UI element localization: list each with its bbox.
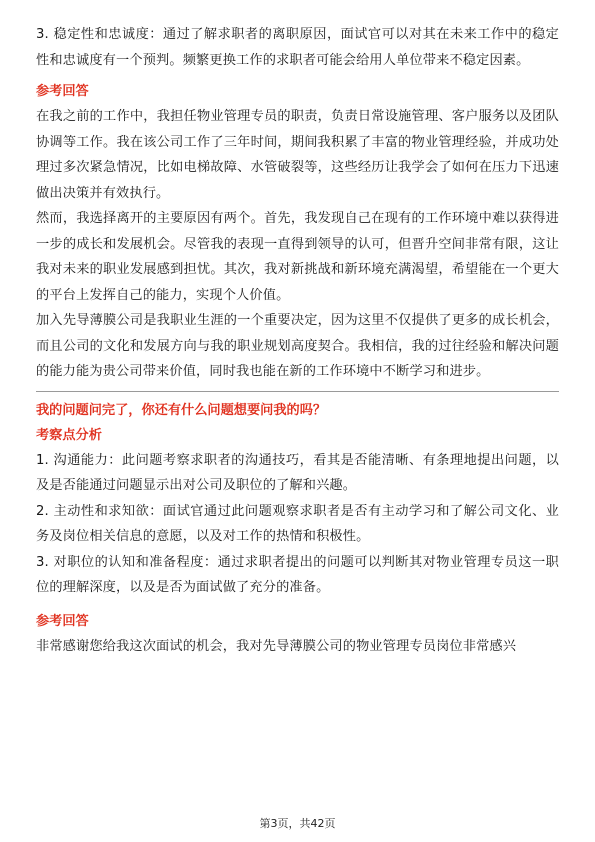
intro-paragraph: 3. 稳定性和忠诚度：通过了解求职者的离职原因，面试官可以对其在未来工作中的稳定性和忠诚度有一个预判。频繁更换工作的求职者可能会给用人单位带来不稳定因素。 xyxy=(36,27,559,68)
section-divider xyxy=(36,391,559,392)
analysis-item-1: 1. 沟通能力：此问题考察求职者的沟通技巧，看其是否能清晰、有条理地提出问题，以及是否能通过问题显示出对公司及职位的了解和兴趣。 xyxy=(36,452,559,493)
analysis-heading: 考察点分析 xyxy=(36,427,102,443)
reference-answer-heading-2: 参考回答 xyxy=(36,613,89,629)
page-number-footer: 第3页，共42页 xyxy=(259,817,336,830)
interview-question: 我的问题问完了，你还有什么问题想要问我的吗？ xyxy=(36,402,327,418)
answer-paragraph-1: 在我之前的工作中，我担任物业管理专员的职责，负责日常设施管理、客户服务以及团队协调等工作。我在该公司工作了三年时间，期间我积累了丰富的物业管理经验，并成功处理过多次紧急情况，比如电梯故障、水管破裂等，这些经历让我学会了如何在压力下迅速做出决策并有效执行。 xyxy=(36,109,559,201)
analysis-item-3: 3. 对职位的认知和准备程度：通过求职者提出的问题可以判断其对物业管理专员这一职位的理解深度，以及是否为面试做了充分的准备。 xyxy=(36,554,559,595)
page-content xyxy=(36,22,559,659)
analysis-item-2: 2. 主动性和求知欲：面试官通过此问题观察求职者是否有主动学习和了解公司文化、业务及岗位相关信息的意愿，以及对工作的热情和积极性。 xyxy=(36,503,559,544)
answer-paragraph-final: 非常感谢您给我这次面试的机会，我对先导薄膜公司的物业管理专员岗位非常感兴 xyxy=(36,638,517,654)
answer-paragraph-2: 然而，我选择离开的主要原因有两个。首先，我发现自己在现有的工作环境中难以获得进一步的成长和发展机会。尽管我的表现一直得到领导的认可，但晋升空间非常有限，这让我对未来的职业发展感到担忧。其次，我对新挑战和新环境充满渴望，希望能在一个更大的平台上发挥自己的能力，实现个人价值。 xyxy=(36,211,559,303)
reference-answer-heading: 参考回答 xyxy=(36,84,89,99)
answer-paragraph-3: 加入先导薄膜公司是我职业生涯的一个重要决定，因为这里不仅提供了更多的成长机会，而且公司的文化和发展方向与我的职业规划高度契合。我相信，我的过往经验和解决问题的能力能为贵公司带来价值，同时我也能在新的工作环境中不断学习和进步。 xyxy=(36,313,559,379)
